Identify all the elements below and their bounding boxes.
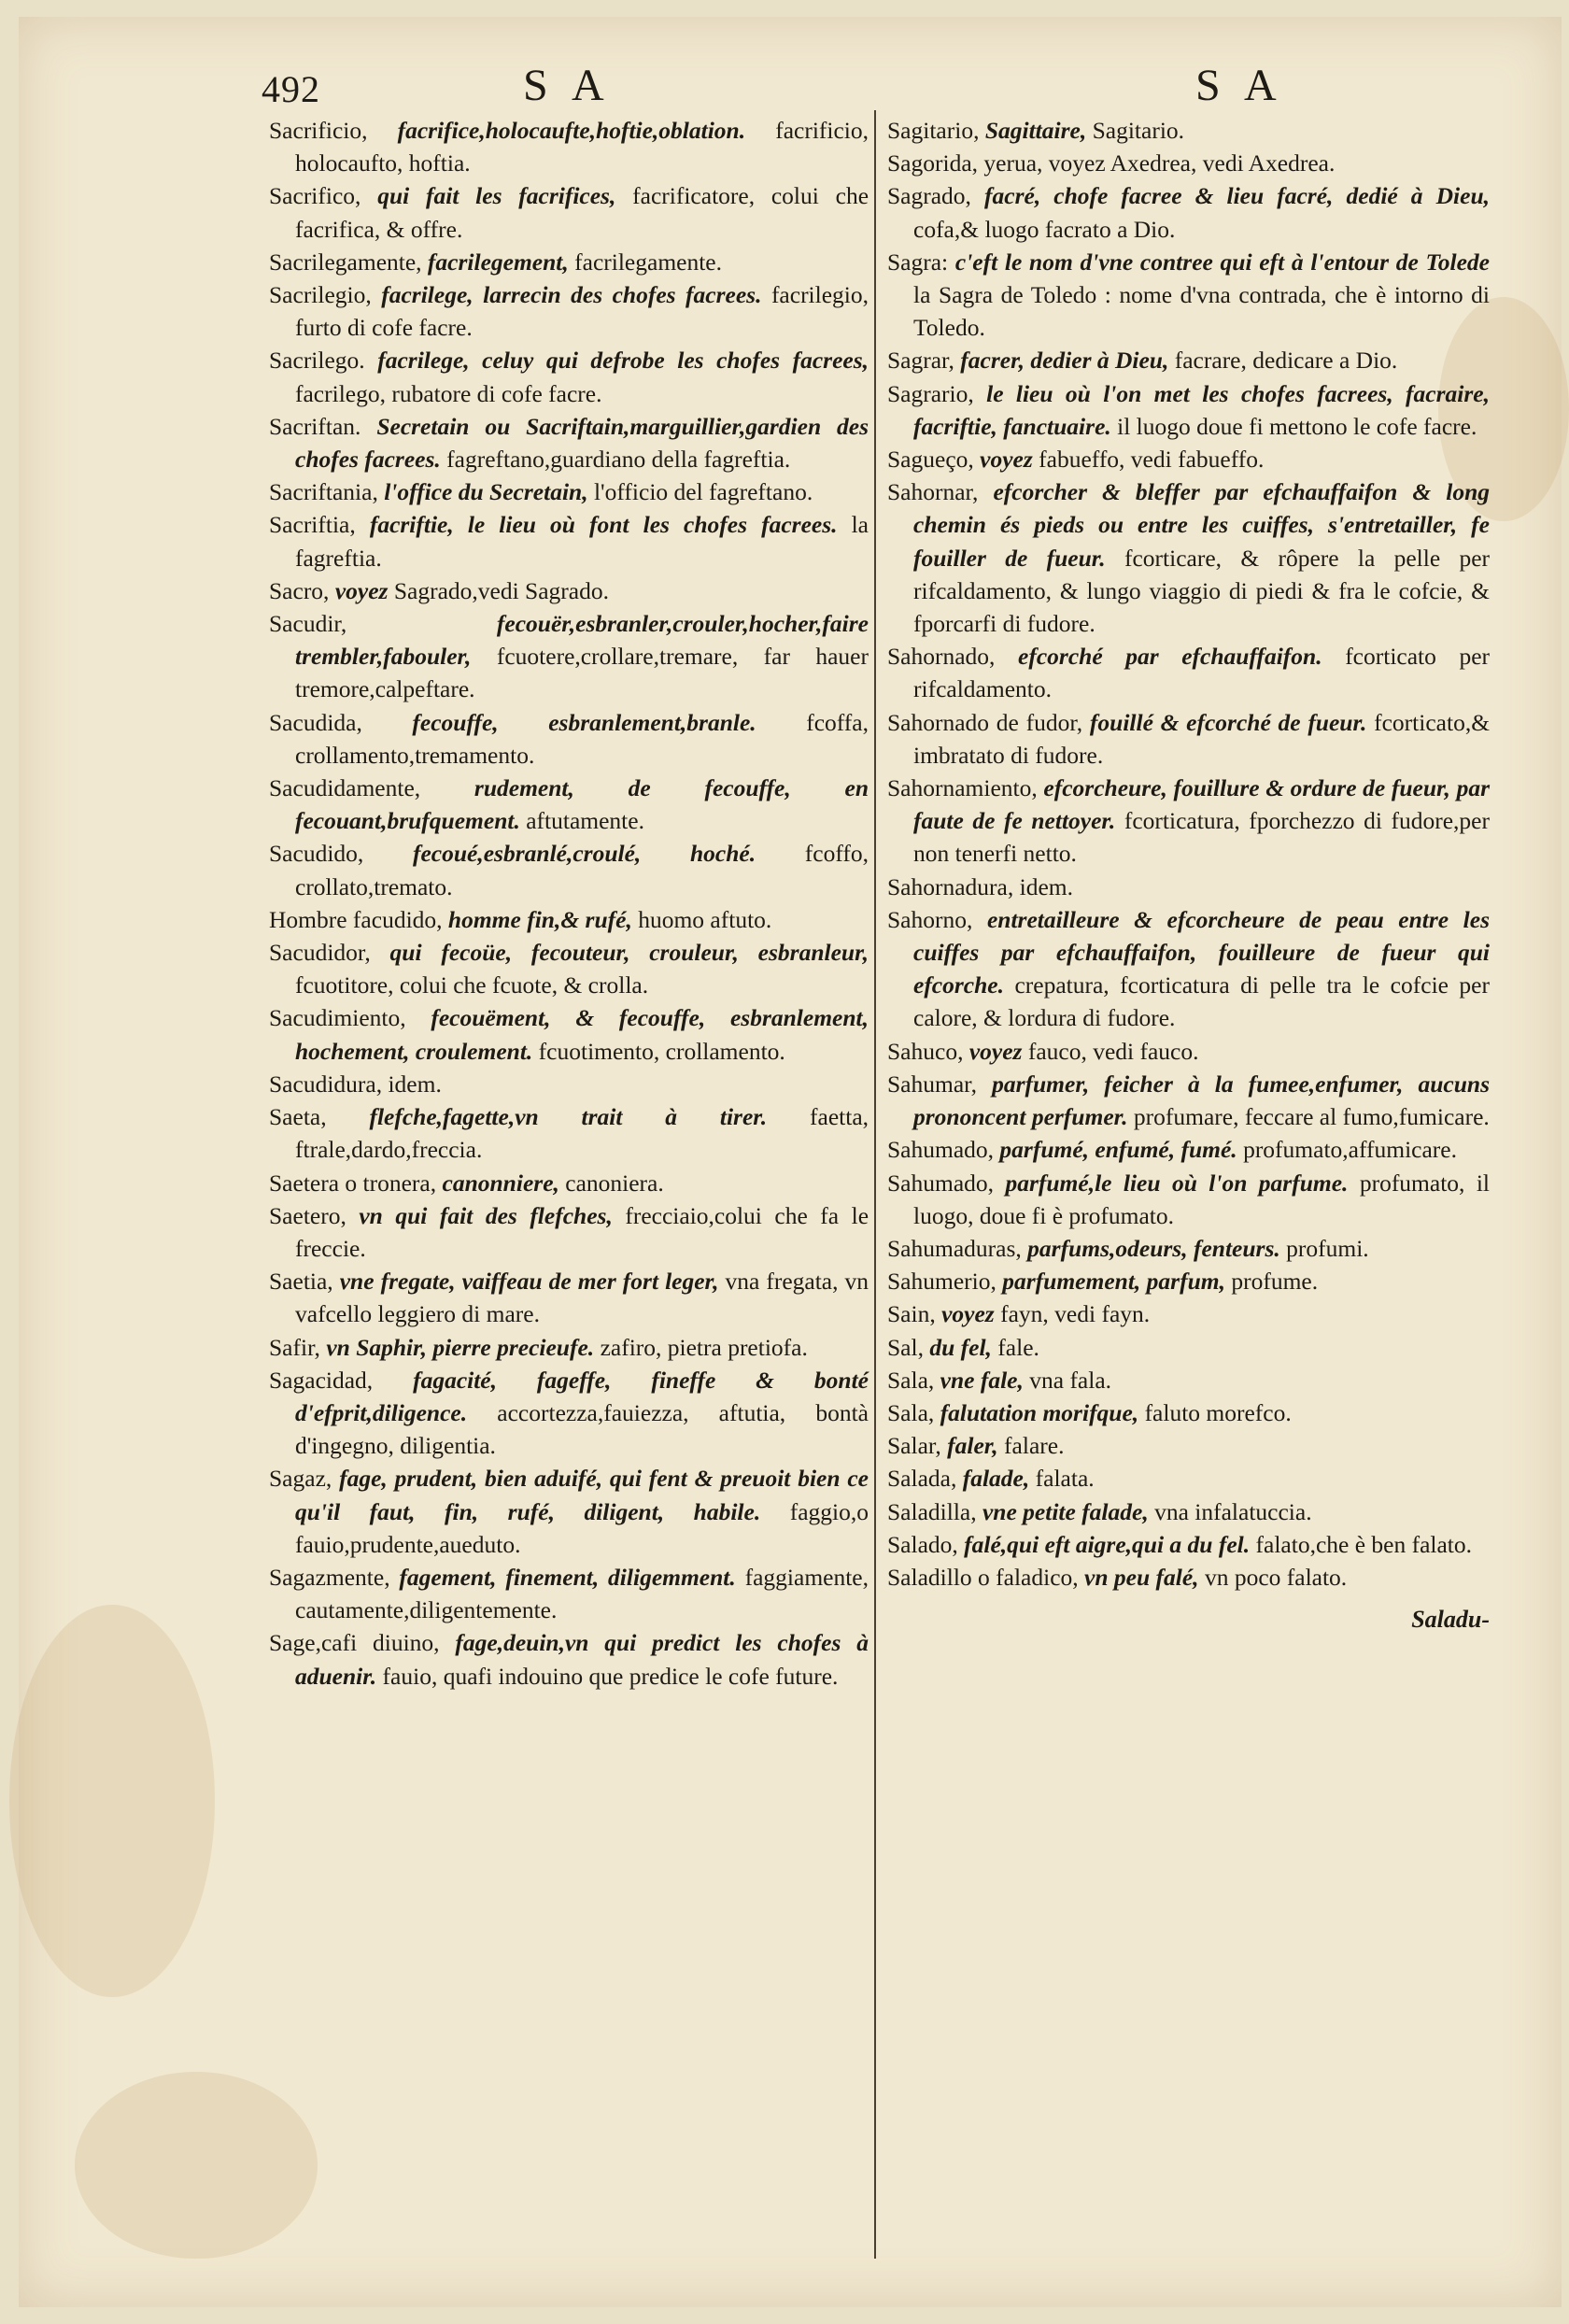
entry-french-gloss: parfumement, parfum,	[1002, 1268, 1225, 1296]
entry-french-gloss: vn peu falé,	[1084, 1563, 1199, 1591]
dictionary-entry	[269, 574, 869, 607]
entry-italian-gloss: Sagrado,vedi Sagrado.	[393, 576, 609, 604]
entry-headword: Sagueço,	[887, 446, 974, 474]
entry-french-gloss: falutation morifque,	[940, 1398, 1139, 1426]
entry-headword: Sagrado,	[887, 182, 971, 210]
entry-italian-gloss: fcuotere,crollare,tremare, far hauer tremore,calpeftare.	[295, 643, 869, 703]
entry-italian-gloss: fcorticato,& imbratato di fudore.	[913, 708, 1491, 769]
entry-headword: Sain,	[887, 1300, 936, 1328]
entry-french-gloss: fecoué,esbranlé,croulé, hoché.	[412, 840, 756, 868]
entry-headword: Salar,	[887, 1432, 941, 1460]
entry-french-gloss: facré, chofe facree & lieu facré, dedié à Dieu,	[984, 182, 1490, 210]
entry-headword: Sacudida,	[269, 708, 362, 736]
entry-italian-gloss: huomo aftuto.	[638, 905, 772, 933]
entry-italian-gloss: vna infalatuccia.	[1154, 1497, 1312, 1525]
entry-french-gloss: vne petite falade,	[982, 1497, 1149, 1525]
dictionary-entry	[269, 607, 869, 706]
entry-italian-gloss: fcoffa, crollamento,tremamento.	[295, 708, 869, 769]
entry-headword: Sahornado de fudor,	[887, 708, 1083, 736]
entry-headword: Sacriftia,	[269, 511, 356, 539]
dictionary-entry	[269, 772, 869, 837]
entry-french-gloss: vne fale,	[940, 1366, 1024, 1394]
entry-headword: Sal,	[887, 1333, 924, 1361]
entry-headword: Sagrario,	[887, 379, 974, 407]
entry-french-gloss: voyez	[980, 446, 1033, 474]
dictionary-entry	[269, 1199, 869, 1265]
entry-french-gloss: fage,deuin,vn qui predict les chofes à aduenir.	[295, 1629, 869, 1690]
dictionary-entry	[887, 147, 1490, 179]
entry-headword: Sahumado,	[887, 1169, 995, 1197]
dictionary-entry	[887, 1133, 1490, 1166]
left-running-head: S A	[523, 61, 612, 110]
entry-french-gloss: Sagittaire,	[984, 117, 1087, 144]
entry-french-gloss: voyez	[334, 576, 389, 604]
entry-french-gloss: le lieu où l'on met les chofes facrees, facraire, facriftie, fanctuaire.	[913, 379, 1490, 440]
entry-french-gloss: fecouffe, esbranlement,branle.	[412, 708, 756, 736]
dictionary-entry	[887, 1561, 1490, 1594]
entry-italian-gloss: profumare, feccare al fumo,fumicare.	[1133, 1103, 1490, 1131]
entry-italian-gloss: profumato, il luogo, doue fi è profumato.	[913, 1169, 1490, 1229]
right-running-head: S A	[1195, 61, 1284, 110]
entry-italian-gloss: fabueffo, vedi fabueffo.	[1039, 446, 1265, 474]
dictionary-entry	[887, 344, 1490, 376]
entry-french-gloss: facrifice,holocaufte,hoftie,oblation.	[397, 117, 746, 144]
entry-italian-gloss: fcorticatura, fporchezzo di fudore,per non tenerfi netto.	[913, 807, 1490, 868]
entry-headword: Sahumaduras,	[887, 1234, 1022, 1262]
entry-french-gloss: faler,	[947, 1432, 998, 1460]
dictionary-entry	[887, 475, 1490, 640]
dictionary-entry	[887, 179, 1490, 245]
entry-headword: Sacrilegio,	[269, 281, 372, 309]
page-number: 492	[262, 68, 320, 110]
entry-headword: Sahumar,	[887, 1070, 977, 1098]
entry-french-gloss: voyez	[941, 1300, 995, 1328]
dictionary-entry	[269, 903, 869, 936]
entry-headword: Sacudido,	[269, 840, 364, 868]
entry-italian-gloss: profume.	[1231, 1268, 1319, 1296]
entry-french-gloss: efcorché par efchauffaifon.	[1018, 643, 1322, 671]
dictionary-entry	[269, 936, 869, 1001]
entry-italian-gloss: fcorticato per rifcaldamento.	[913, 643, 1491, 703]
dictionary-entry	[887, 246, 1490, 345]
entry-italian-gloss: falato,che è ben falato.	[1255, 1530, 1473, 1558]
dictionary-entry	[269, 1100, 869, 1166]
entry-italian-gloss: vn poco falato.	[1204, 1563, 1348, 1591]
entry-italian-gloss: faggiamente, cautamente,diligentemente.	[295, 1563, 869, 1624]
dictionary-entry	[887, 114, 1490, 147]
entry-italian-gloss: faetta, ftrale,dardo,freccia.	[295, 1103, 869, 1164]
dictionary-entry	[887, 1495, 1490, 1528]
dictionary-entry	[887, 772, 1490, 871]
entry-french-gloss: facrilegement,	[427, 248, 569, 276]
entry-french-gloss: vn qui fait des flefches,	[359, 1201, 613, 1229]
entry-french-gloss: flefche,fagette,vn trait à tirer.	[369, 1103, 768, 1131]
entry-headword: Sagazmente,	[269, 1563, 390, 1591]
dictionary-entry	[269, 475, 869, 508]
entry-italian-gloss: la fagreftia.	[295, 511, 869, 572]
dictionary-entry	[269, 246, 869, 278]
dictionary-entry	[887, 1167, 1490, 1232]
entry-italian-gloss: l'officio del fagreftano.	[593, 478, 813, 506]
entry-french-gloss: rudement, de fecouffe, en fecouant,brufquement.	[295, 774, 869, 835]
entry-italian-gloss: cofa,& luogo facrato a Dio.	[913, 215, 1176, 243]
entry-italian-gloss: profumi.	[1286, 1234, 1369, 1262]
entry-italian-gloss: il luogo doue fi mettono le cofe facre.	[1117, 412, 1477, 440]
dictionary-entry	[269, 508, 869, 574]
dictionary-entry	[887, 706, 1490, 772]
dictionary-entry	[887, 1429, 1490, 1462]
dictionary-entry	[887, 903, 1490, 1035]
entry-headword: Sacriftan.	[269, 412, 361, 440]
entry-french-gloss: c'eft le nom d'vne contree qui eft à l'entour de Tolede	[954, 248, 1491, 276]
entry-french-gloss: qui fecoüe, fecouteur, crouleur, esbranleur,	[389, 939, 869, 967]
entry-headword: Sahuco,	[887, 1037, 964, 1065]
entry-italian-gloss: facrilegamente.	[574, 248, 722, 276]
entry-french-gloss: fecouëment, & fecouffe, esbranlement, hochement, croulement.	[295, 1004, 869, 1065]
entry-italian-gloss: idem.	[388, 1070, 442, 1098]
entry-french-gloss: du fel,	[929, 1333, 992, 1361]
entry-french-gloss: facriftie, le lieu où font les chofes facrees.	[369, 511, 838, 539]
entry-italian-gloss: faggio,o fauio,prudente,aueduto.	[295, 1497, 869, 1558]
entry-italian-gloss: vna fala.	[1029, 1366, 1112, 1394]
entry-french-gloss: parfumé,le lieu où l'on parfume.	[1005, 1169, 1349, 1197]
dictionary-entry	[269, 179, 869, 245]
entry-headword: Sahorno,	[887, 905, 973, 933]
entry-headword: Saladilla,	[887, 1497, 977, 1525]
dictionary-entry	[269, 1265, 869, 1330]
dictionary-entry	[269, 1364, 869, 1463]
dictionary-entry	[887, 1331, 1490, 1364]
dictionary-entry	[887, 1364, 1490, 1396]
entry-headword: Sacudidura,	[269, 1070, 383, 1098]
entry-italian-gloss: facrilego, rubatore di cofe facre.	[295, 379, 602, 407]
left-column	[269, 114, 869, 1693]
entry-french-gloss: entretailleure & efcorcheure de peau entre les cuiffes par efchauffaifon, fouilleure de fueur qui efcorche.	[913, 905, 1491, 999]
entry-french-gloss: homme fin,& rufé,	[447, 905, 632, 933]
paper-stain	[9, 1605, 215, 1997]
entry-headword: Salada,	[887, 1465, 957, 1493]
entry-headword: Sacudidor,	[269, 939, 371, 967]
entry-french-gloss: parfumer, feicher à la fumee,enfumer, aucuns prononcent perfumer.	[913, 1070, 1490, 1131]
entry-french-gloss: fecouër,esbranler,crouler,hocher,faire trembler,fabouler,	[295, 610, 869, 671]
entry-headword: Sacrificio,	[269, 117, 368, 144]
entry-headword: Sacrifico,	[269, 182, 361, 210]
entry-headword: Sagra:	[887, 248, 949, 276]
dictionary-entry	[887, 871, 1490, 903]
entry-italian-gloss: frecciaio,colui che fa le freccie.	[295, 1201, 869, 1262]
entry-headword: Sala,	[887, 1398, 935, 1426]
entry-headword: Sacudimiento,	[269, 1004, 406, 1032]
running-header	[19, 54, 1562, 110]
entry-italian-gloss: fcorticare, & rôpere la pelle per rifcaldamento, & lungo viaggio di piedi & fra le cofcie, & fporcarfi di fudore.	[913, 544, 1491, 638]
dictionary-entry	[269, 114, 869, 179]
entry-italian-gloss: fauco, vedi fauco.	[1027, 1037, 1199, 1065]
entry-french-gloss: fouillé & efcorché de fueur.	[1089, 708, 1367, 736]
entry-french-gloss: l'office du Secretain,	[384, 478, 588, 506]
entry-headword: Saeta,	[269, 1103, 327, 1131]
dictionary-entry	[269, 1167, 869, 1199]
entry-french-gloss: parfumé, enfumé, fumé.	[999, 1136, 1237, 1164]
book-page	[19, 17, 1562, 2307]
dictionary-entry	[887, 1462, 1490, 1495]
entry-french-gloss: facrilege, celuy qui defrobe les chofes facrees,	[377, 347, 869, 375]
entry-italian-gloss: yerua, voyez Axedrea, vedi Axedrea.	[983, 149, 1336, 177]
dictionary-entry	[269, 706, 869, 772]
entry-italian-gloss: facrificio, holocaufto, hoftia.	[295, 117, 869, 177]
entry-headword: Safir,	[269, 1333, 320, 1361]
entry-headword: Sacriftania,	[269, 478, 378, 506]
entry-french-gloss: falé,qui eft aigre,qui a du fel.	[964, 1530, 1251, 1558]
entry-french-gloss: qui fait les facrifices,	[377, 182, 616, 210]
entry-headword: Sacro,	[269, 576, 330, 604]
entry-french-gloss: efcorcher & bleffer par efchauffaifon & long chemin és pieds ou entre les cuiffes, s'entretailler, fe fouiller de fueur.	[913, 478, 1491, 572]
entry-headword: Sagorida,	[887, 149, 979, 177]
entry-italian-gloss: zafiro, pietra pretiofa.	[600, 1333, 808, 1361]
entry-french-gloss: falade,	[962, 1465, 1030, 1493]
entry-italian-gloss: fagreftano,guardiano della fagreftia.	[446, 446, 791, 474]
column-rule	[874, 110, 876, 2259]
entry-italian-gloss: falare.	[1004, 1432, 1065, 1460]
dictionary-entry	[269, 1462, 869, 1561]
entry-headword: Sacrilego.	[269, 347, 365, 375]
paper-stain	[75, 2072, 318, 2259]
entry-headword: Sagacidad,	[269, 1366, 374, 1394]
entry-headword: Saetia,	[269, 1268, 333, 1296]
entry-italian-gloss: fauio, quafi indouino que predice le cofe future.	[382, 1662, 839, 1690]
entry-french-gloss: canonniere,	[442, 1169, 559, 1197]
entry-headword: Sahornadura,	[887, 872, 1014, 900]
entry-french-gloss: fagacité, fageffe, fineffe & bonté d'efprit,diligence.	[295, 1366, 869, 1426]
entry-french-gloss: fage, prudent, bien aduifé, qui fent & preuoit bien ce qu'il faut, fin, rufé, diligent, habile.	[295, 1465, 869, 1525]
entry-french-gloss: efcorcheure, fouillure & ordure de fueur, par faute de fe nettoyer.	[913, 774, 1490, 835]
entry-italian-gloss: facrificatore, colui che facrifica, & offre.	[295, 182, 869, 243]
entry-headword: Sahumado,	[887, 1136, 995, 1164]
entry-french-gloss: vn Saphir, pierre precieufe.	[326, 1333, 595, 1361]
entry-italian-gloss: facrare, dedicare a Dio.	[1174, 347, 1398, 375]
dictionary-entry	[887, 1232, 1490, 1265]
entry-italian-gloss: fcoffo, crollato,tremato.	[295, 840, 869, 900]
entry-headword: Sacudidamente,	[269, 774, 421, 802]
dictionary-entry	[269, 1561, 869, 1626]
entry-italian-gloss: crepatura, fcorticatura di pelle tra le cofcie per calore, & lordura di fudore.	[913, 971, 1490, 1032]
dictionary-entry	[887, 1068, 1490, 1133]
dictionary-entry	[269, 1331, 869, 1364]
entry-headword: Saladillo o faladico,	[887, 1563, 1079, 1591]
dictionary-entry	[887, 1035, 1490, 1068]
dictionary-entry	[269, 837, 869, 902]
entry-french-gloss: vne fregate, vaiffeau de mer fort leger,	[339, 1268, 719, 1296]
dictionary-entry	[269, 278, 869, 344]
dictionary-entry	[269, 1001, 869, 1067]
entry-headword: Sahornar,	[887, 478, 979, 506]
dictionary-entry	[269, 410, 869, 475]
entry-french-gloss: parfums,odeurs, fenteurs.	[1027, 1234, 1280, 1262]
entry-italian-gloss: aftutamente.	[526, 807, 644, 835]
entry-italian-gloss: fayn, vedi fayn.	[1000, 1300, 1151, 1328]
dictionary-entry	[887, 1396, 1490, 1429]
entry-italian-gloss: idem.	[1019, 872, 1073, 900]
entry-italian-gloss: canoniera.	[565, 1169, 664, 1197]
entry-headword: Sala,	[887, 1366, 935, 1394]
entry-italian-gloss: fcuotimento, crollamento.	[538, 1037, 785, 1065]
entry-italian-gloss: profumato,affumicare.	[1243, 1136, 1457, 1164]
entry-italian-gloss: fale.	[997, 1333, 1039, 1361]
dictionary-entry	[887, 377, 1490, 443]
dictionary-entry	[269, 1626, 869, 1692]
entry-italian-gloss: falata.	[1035, 1465, 1095, 1493]
entry-italian-gloss: Sagitario.	[1092, 117, 1185, 144]
entry-headword: Sagitario,	[887, 117, 980, 144]
entry-headword: Saetera o tronera,	[269, 1169, 437, 1197]
entry-headword: Sacudir,	[269, 610, 347, 638]
catchword: Saladu-	[1411, 1606, 1490, 1634]
entry-italian-gloss: fcuotitore, colui che fcuote, & crolla.	[295, 971, 649, 999]
dictionary-entry	[887, 1528, 1490, 1561]
entry-headword: Saetero,	[269, 1201, 346, 1229]
dictionary-entry	[887, 1297, 1490, 1330]
entry-headword: Sahornamiento,	[887, 774, 1038, 802]
entry-headword: Sagaz,	[269, 1465, 332, 1493]
entry-french-gloss: fagement, finement, diligemment.	[399, 1563, 736, 1591]
entry-italian-gloss: accortezza,fauiezza, aftutia, bontà d'ingegno, diligentia.	[295, 1398, 869, 1460]
entry-headword: Sahumerio,	[887, 1268, 997, 1296]
entry-italian-gloss: la Sagra de Toledo : nome d'vna contrada, che è intorno di Toledo.	[913, 281, 1490, 342]
entry-headword: Hombre facudido,	[269, 905, 443, 933]
dictionary-entry	[887, 1265, 1490, 1297]
entry-french-gloss: facrer, dedier à Dieu,	[960, 347, 1169, 375]
entry-headword: Salado,	[887, 1530, 958, 1558]
dictionary-entry	[269, 344, 869, 409]
entry-headword: Sage,cafi diuino,	[269, 1629, 440, 1657]
entry-french-gloss: facrilege, larrecin des chofes facrees.	[381, 281, 762, 309]
dictionary-entry	[269, 1068, 869, 1100]
dictionary-entry	[887, 443, 1490, 475]
entry-italian-gloss: facrilegio, furto di cofe facre.	[295, 281, 869, 342]
entry-headword: Sagrar,	[887, 347, 954, 375]
entry-headword: Sacrilegamente,	[269, 248, 422, 276]
right-column	[887, 114, 1490, 1636]
entry-headword: Sahornado,	[887, 643, 996, 671]
entry-italian-gloss: faluto morefco.	[1144, 1398, 1292, 1426]
dictionary-entry	[887, 640, 1490, 705]
entry-french-gloss: Secretain ou Sacriftain,marguillier,gardien des chofes facrees.	[295, 412, 869, 474]
entry-french-gloss: voyez	[968, 1037, 1023, 1065]
entry-italian-gloss: vna fregata, vn vafcello leggiero di mare.	[295, 1268, 869, 1328]
